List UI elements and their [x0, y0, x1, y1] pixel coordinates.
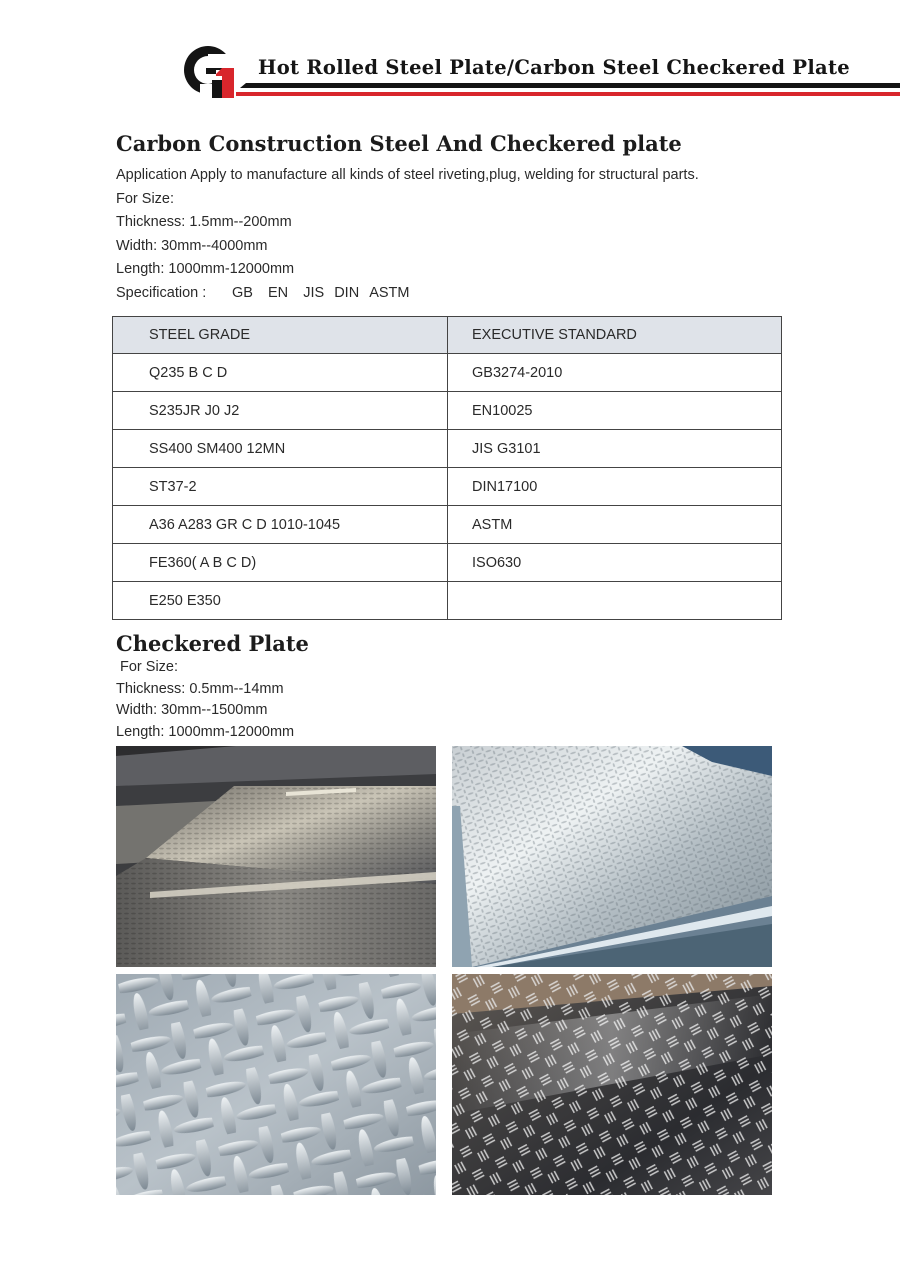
header-steel-grade: STEEL GRADE: [113, 317, 448, 354]
carbon-steel-specs: [116, 164, 699, 305]
steel-grade-table: [112, 316, 782, 620]
diamond-pattern-closeup-photo: [116, 974, 436, 1195]
spec-jis: JIS: [303, 284, 325, 301]
aluminum-tread-plate-photo: [452, 974, 772, 1195]
checkered-plate-stack-photo: [116, 746, 436, 967]
section-heading-checkered-plate: Checkered Plate: [116, 631, 309, 656]
spec-gb: GB: [232, 284, 253, 301]
standard-cell: ASTM: [448, 506, 782, 544]
standard-cell: JIS G3101: [448, 430, 782, 468]
standard-cell: EN10025: [448, 392, 782, 430]
standard-cell: DIN17100: [448, 468, 782, 506]
steel-grade-cell: S235JR J0 J2: [113, 392, 448, 430]
spec-din: DIN: [334, 284, 360, 301]
checkered-plate-specs: [116, 657, 294, 743]
header-divider-bar: [236, 83, 900, 97]
steel-grade-cell: A36 A283 GR C D 1010-1045: [113, 506, 448, 544]
width-text: Width: 30mm--1500mm: [116, 702, 268, 718]
table-header-row: [113, 317, 782, 354]
thickness-text: Thickness: 0.5mm--14mm: [116, 680, 284, 697]
table-row: [113, 544, 782, 582]
g1-logo-icon: [182, 44, 238, 100]
standard-cell: [448, 582, 782, 620]
header-executive-standard: EXECUTIVE STANDARD: [448, 317, 782, 354]
length-text: Length: 1000mm-12000mm: [116, 261, 295, 277]
width-text: Width: 30mm--4000mm: [116, 237, 268, 254]
standard-cell: ISO630: [448, 544, 782, 582]
standard-cell: GB3274-2010: [448, 354, 782, 392]
table-row: [113, 468, 782, 506]
page-header: [0, 0, 900, 110]
checkered-plate-sheet-photo: [452, 746, 772, 967]
table-row: [113, 430, 782, 468]
specification-line: [116, 282, 699, 306]
steel-grade-cell: Q235 B C D: [113, 354, 448, 392]
for-size-label: For Size:: [116, 190, 175, 207]
steel-grade-cell: ST37-2: [113, 468, 448, 506]
spec-en: EN: [268, 284, 289, 301]
spec-astm: ASTM: [369, 284, 410, 301]
steel-grade-cell: SS400 SM400 12MN: [113, 430, 448, 468]
table-row: [113, 582, 782, 620]
for-size-label: For Size:: [120, 659, 179, 675]
steel-grade-cell: FE360( A B C D): [113, 544, 448, 582]
steel-grade-cell: E250 E350: [113, 582, 448, 620]
section-heading-carbon-steel: Carbon Construction Steel And Checkered plate: [116, 131, 682, 156]
length-text: Length: 1000mm-12000mm: [116, 723, 295, 740]
application-text: Application Apply to manufacture all kinds of steel riveting,plug, welding for structural parts.: [116, 167, 699, 183]
table-row: [113, 392, 782, 430]
header-title: Hot Rolled Steel Plate/Carbon Steel Checkered Plate: [258, 56, 850, 79]
specification-label: Specification :: [116, 284, 207, 301]
table-row: [113, 506, 782, 544]
table-row: [113, 354, 782, 392]
thickness-text: Thickness: 1.5mm--200mm: [116, 214, 292, 230]
